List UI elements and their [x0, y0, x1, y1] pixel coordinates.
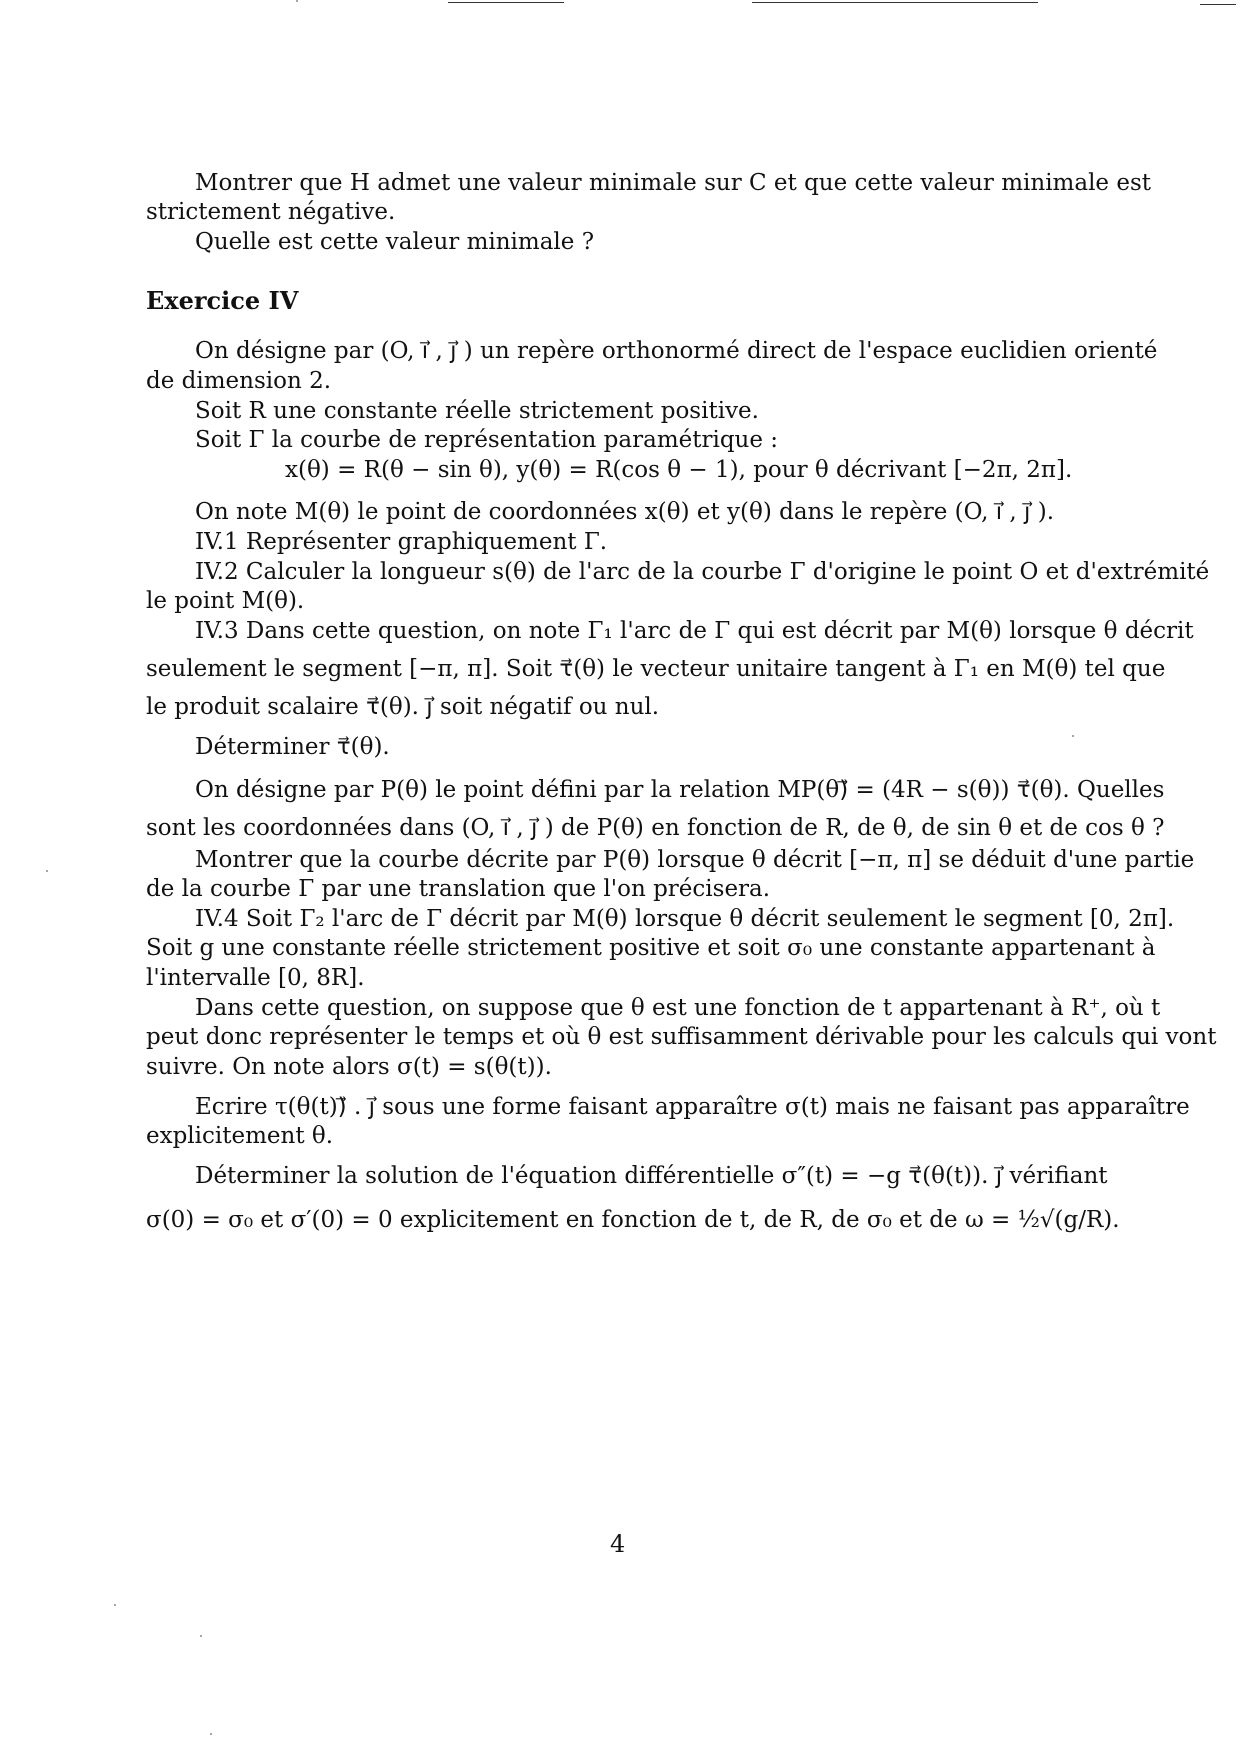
- scan-speck: [46, 870, 48, 872]
- intro-line-2: strictement négative.: [146, 199, 396, 225]
- exercise-line: le produit scalaire τ⃗(θ). j⃗ soit négatif ou nul.: [146, 694, 660, 720]
- scan-speck: [200, 1635, 202, 1637]
- scan-speck: [296, 0, 298, 2]
- exercise-line: Déterminer la solution de l'équation différentielle σ″(t) = −g τ⃗(θ(t)). j⃗ vérifiant: [195, 1163, 1108, 1189]
- exercise-line: le point M(θ).: [146, 588, 305, 614]
- exercise-line: IV.4 Soit Γ₂ l'arc de Γ décrit par M(θ) lorsque θ décrit seulement le segment [0, 2π].: [195, 906, 1175, 932]
- exercise-title: Exercice IV: [146, 286, 299, 315]
- exercise-line: IV.1 Représenter graphiquement Γ.: [195, 529, 608, 555]
- page-number: 4: [610, 1530, 626, 1558]
- exercise-line: Dans cette question, on suppose que θ est une fonction de t appartenant à R⁺, où t: [195, 995, 1161, 1021]
- exercise-line: de dimension 2.: [146, 368, 332, 394]
- exercise-line: l'intervalle [0, 8R].: [146, 965, 365, 991]
- intro-line-3: Quelle est cette valeur minimale ?: [195, 229, 595, 255]
- scan-rule: [1200, 4, 1236, 5]
- scan-rule: [448, 2, 564, 3]
- exercise-line: de la courbe Γ par une translation que l'on précisera.: [146, 876, 771, 902]
- scan-speck: [210, 1733, 212, 1735]
- exercise-line: peut donc représenter le temps et où θ est suffisamment dérivable pour les calculs qui vont: [146, 1024, 1217, 1050]
- scan-speck: [114, 1604, 116, 1606]
- scan-rule: [752, 2, 1038, 3]
- exercise-line: Déterminer τ⃗(θ).: [195, 734, 390, 760]
- exercise-line: seulement le segment [−π, π]. Soit τ⃗(θ) le vecteur unitaire tangent à Γ₁ en M(θ) tel que: [146, 656, 1166, 682]
- exercise-line: sont les coordonnées dans (O, i⃗ , j⃗ ) de P(θ) en fonction de R, de θ, de sin θ et de cos θ ?: [146, 815, 1165, 841]
- exercise-line: Ecrire τ(θ(t))⃗ . j⃗ sous une forme faisant apparaître σ(t) mais ne faisant pas apparaître: [195, 1094, 1190, 1120]
- exercise-line: IV.2 Calculer la longueur s(θ) de l'arc de la courbe Γ d'origine le point O et d'extrémité: [195, 559, 1210, 585]
- exercise-line: On désigne par (O, i⃗ , j⃗ ) un repère orthonormé direct de l'espace euclidien orienté: [195, 338, 1158, 364]
- exercise-line: IV.3 Dans cette question, on note Γ₁ l'arc de Γ qui est décrit par M(θ) lorsque θ décrit: [195, 618, 1194, 644]
- exercise-line: suivre. On note alors σ(t) = s(θ(t)).: [146, 1054, 552, 1080]
- exercise-line: On désigne par P(θ) le point défini par la relation MP(θ)⃗ = (4R − s(θ)) τ⃗(θ). Quelles: [195, 777, 1165, 803]
- exercise-line: explicitement θ.: [146, 1123, 334, 1149]
- exercise-line: On note M(θ) le point de coordonnées x(θ) et y(θ) dans le repère (O, i⃗ , j⃗ ).: [195, 499, 1055, 525]
- intro-line-1: Montrer que H admet une valeur minimale sur C et que cette valeur minimale est: [195, 170, 1152, 196]
- exercise-line: Soit Γ la courbe de représentation paramétrique :: [195, 427, 779, 453]
- exercise-line: Soit R une constante réelle strictement positive.: [195, 398, 759, 424]
- exercise-line: Soit g une constante réelle strictement positive et soit σ₀ une constante appartenant à: [146, 935, 1156, 961]
- exercise-line: x(θ) = R(θ − sin θ), y(θ) = R(cos θ − 1), pour θ décrivant [−2π, 2π].: [285, 457, 1073, 483]
- exercise-line: Montrer que la courbe décrite par P(θ) lorsque θ décrit [−π, π] se déduit d'une partie: [195, 847, 1195, 873]
- scan-speck: [1072, 735, 1074, 737]
- exercise-line: σ(0) = σ₀ et σ′(0) = 0 explicitement en fonction de t, de R, de σ₀ et de ω = ½√(g/R).: [146, 1207, 1120, 1233]
